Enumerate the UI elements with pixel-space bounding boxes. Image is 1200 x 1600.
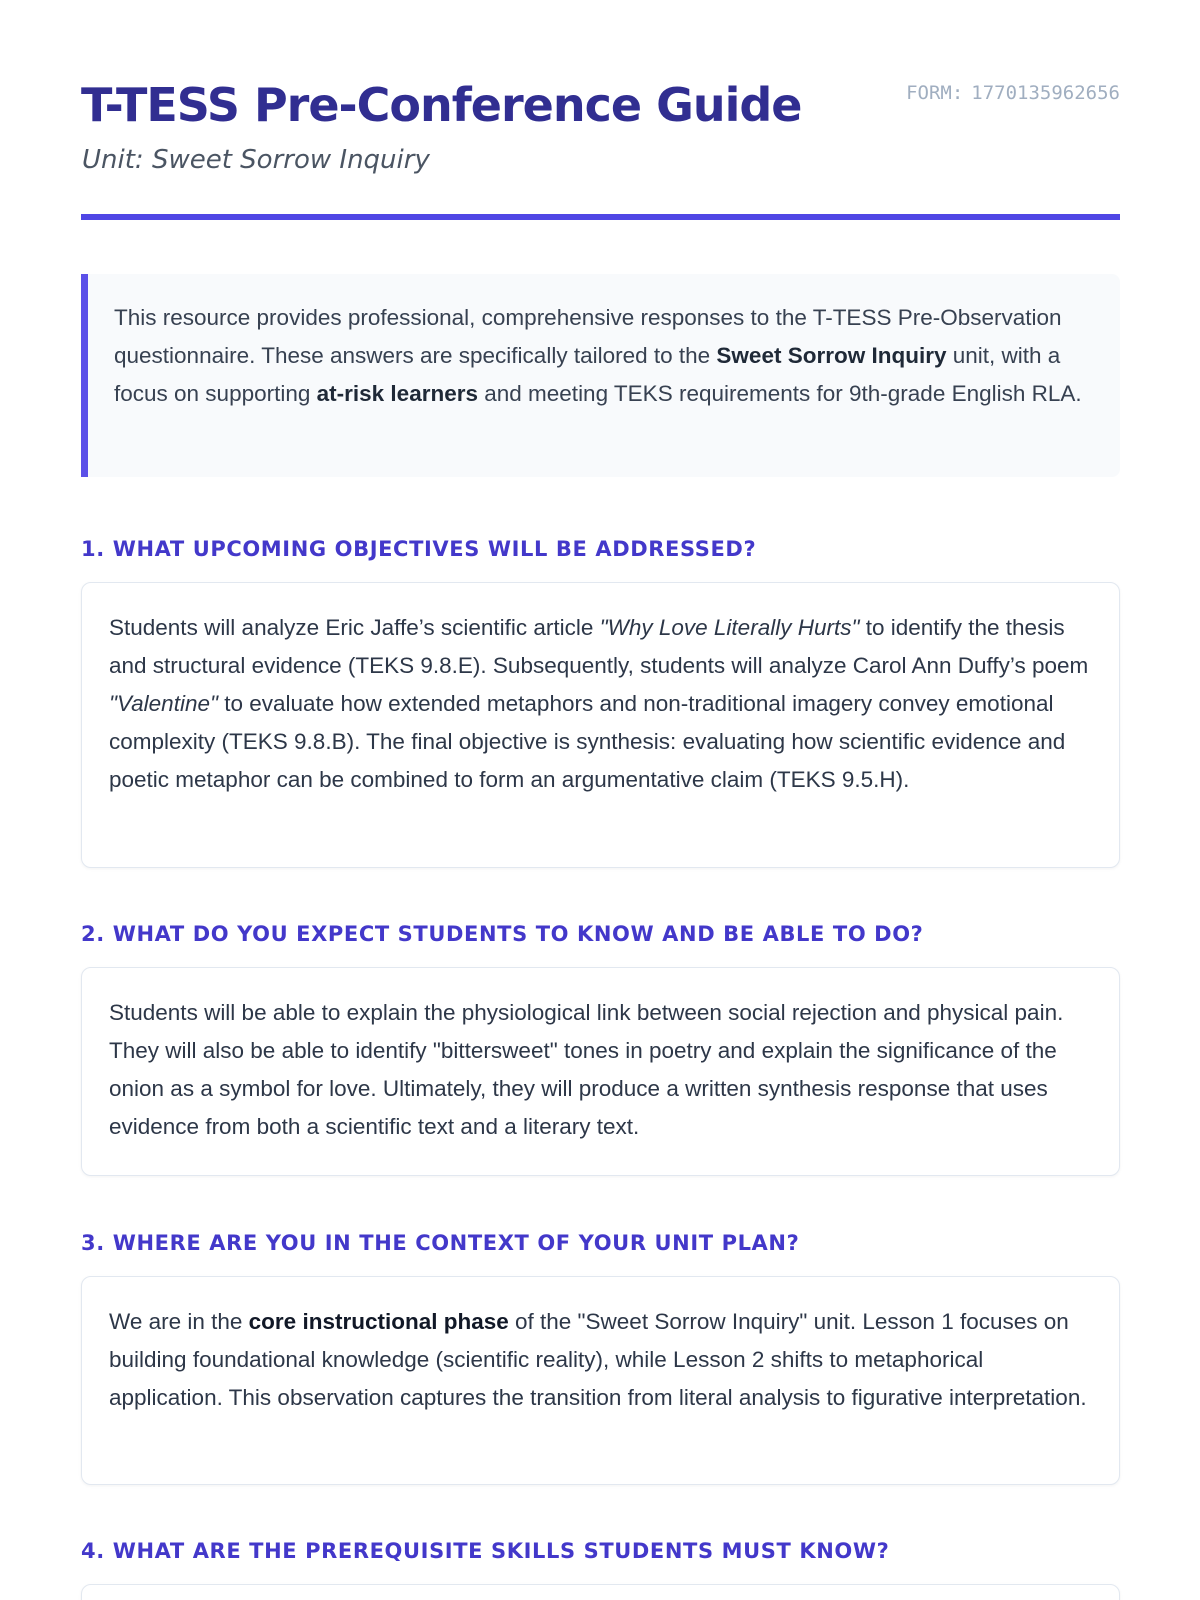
form-id: [906, 82, 1120, 104]
form-id-number: 1770135962656: [971, 82, 1120, 104]
section-2-heading: 2. WHAT DO YOU EXPECT STUDENTS TO KNOW AND BE ABLE TO DO?: [81, 922, 924, 946]
intro-text-3: and meeting TEKS requirements for 9th-grade English RLA.: [478, 381, 1082, 406]
section-3-phase: core instructional phase: [248, 1309, 509, 1334]
section-3-text-1: We are in the: [109, 1309, 249, 1334]
intro-text-1: This resource provides professional, comprehensive responses to the T-TESS Pre-Observation questionnaire. These answers are specifically tailored to the: [114, 305, 1062, 368]
page-title: T-TESS Pre-Conference Guide: [81, 78, 802, 132]
section-4-card: [81, 1584, 1120, 1600]
intro-callout: [81, 274, 1120, 477]
section-3-heading: 3. WHERE ARE YOU IN THE CONTEXT OF YOUR UNIT PLAN?: [81, 1231, 800, 1255]
header-divider: [81, 214, 1120, 220]
section-1-heading: 1. WHAT UPCOMING OBJECTIVES WILL BE ADDRESSED?: [81, 537, 757, 561]
section-3-card: [81, 1276, 1120, 1485]
document-header: [81, 0, 1120, 222]
section-1-card: [81, 582, 1120, 868]
intro-text-2: unit, with a focus on supporting: [114, 343, 1061, 406]
page-subtitle: Unit: Sweet Sorrow Inquiry: [82, 145, 430, 175]
section-2-card: [81, 967, 1120, 1176]
form-id-label: FORM:: [906, 82, 964, 104]
section-1-article-title: "Why Love Literally Hurts": [599, 615, 860, 640]
section-1-poem-title: "Valentine": [109, 691, 218, 716]
document-page: [81, 0, 1120, 1600]
section-1-text-1: Students will analyze Eric Jaffe’s scientific article: [109, 615, 600, 640]
section-2-text: Students will be able to explain the physiological link between social rejection and physical pain. They will also be able to identify "bittersweet" tones in poetry and explain the significance of the onion as a symbol for love. Ultimately, they will produce a written synthesis response that uses evidence from both a scientific text and a literary text.: [109, 1000, 1064, 1139]
section-3-text-2: of the "Sweet Sorrow Inquiry" unit. Lesson 1 focuses on building foundational knowledge (scientific reality), while Lesson 2 shifts to metaphorical application. This observation captures the transition from literal analysis to figurative interpretation.: [109, 1309, 1087, 1410]
section-1-text-2: to identify the thesis and structural evidence (TEKS 9.8.E). Subsequently, students will analyze Carol Ann Duffy’s poem: [109, 615, 1089, 678]
intro-at-risk: at-risk learners: [316, 381, 478, 406]
intro-unit-name: Sweet Sorrow Inquiry: [716, 343, 947, 368]
section-1-text-3: to evaluate how extended metaphors and non-traditional imagery convey emotional complexity (TEKS 9.8.B). The final objective is synthesis: evaluating how scientific evidence and poetic metaphor can be combined to form an argumentative claim (TEKS 9.5.H).: [109, 691, 1066, 792]
section-4-heading: 4. WHAT ARE THE PREREQUISITE SKILLS STUDENTS MUST KNOW?: [81, 1539, 890, 1563]
